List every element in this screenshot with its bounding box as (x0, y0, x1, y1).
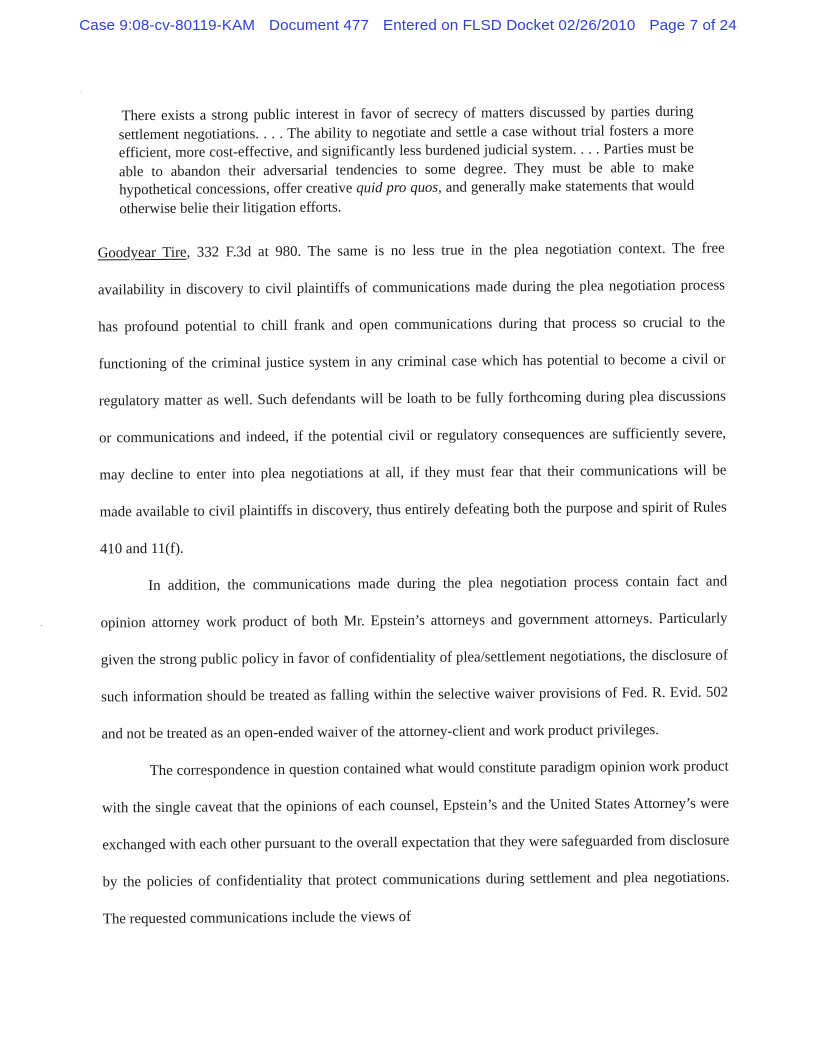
body-text (98, 231, 731, 939)
paragraph-work-product: In addition, the communications made during the plea negotiation process contain fact and opinion attorney work product of both Mr. Epstein’s attorneys and government attorneys. Particularly given the strong public policy in favor of confidentiality of plea/settlement negotiations, the disclosure of such information should be treated as falling within the selective waiver provisions of Fed. R. Evid. 502 and not be treated as an open-ended waiver of the attorney-client and work product privileges. (100, 573, 729, 743)
docket-entry-date: Entered on FLSD Docket 02/26/2010 (383, 17, 636, 34)
quote-emphasis: quid pro quos (356, 180, 439, 197)
paragraph-citation (98, 231, 728, 569)
scan-artifact (41, 625, 43, 626)
paragraph-correspondence: The correspondence in question contained what would constitute paradigm opinion work product with the single caveat that the opinions of each counsel, Epstein’s and the United States Attorney’s were exchanged with each other pursuant to the overall expectation that they were safeguarded from disclosure by the policies of confidentiality that protect communications during settlement and plea negotiations. The requested communications include the views of (101, 758, 730, 928)
quote-text: There exists a strong public interest in favor of secrecy of matters discussed by parties during settlement negotiations. . . . The ability to negotiate and settle a case without trial fosters a more efficient, more cost-effective, and significantly less burdened judicial system. . . . Parties must be able to abandon their adversarial tendencies to some degree. They must be able to make hypothetical concessions, offer creative (118, 103, 695, 199)
case-number: Case 9:08-cv-80119-KAM (79, 17, 256, 34)
quote-text-end: , and generally make statements that would otherwise belie their litigation efforts. (119, 178, 695, 218)
document-number: Document 477 (269, 17, 370, 34)
scan-artifact (80, 91, 81, 93)
paragraph-text: , 332 F.3d at 980. The same is no less true in the plea negotiation context. The free availability in discovery to civil plaintiffs of communications made during the plea negotiation process has profound potential to chill frank and open communications during that process so crucial to the functioning of the criminal justice system in any criminal case which has potential to become a civil or regulatory matter as well. Such defendants will be loath to be fully forthcoming during plea discussions or communications and indeed, if the potential civil or regulatory consequences are sufficiently severe, may decline to enter into plea negotiations at all, if they must fear that their communications will be made available to civil plaintiffs in discovery, thus entirely defeating both the purpose and spirit of Rules 410 and 11(f). (97, 240, 727, 558)
case-citation: Goodyear Tire (97, 244, 187, 262)
page-number: Page 7 of 24 (649, 17, 737, 34)
block-quote (119, 103, 695, 219)
